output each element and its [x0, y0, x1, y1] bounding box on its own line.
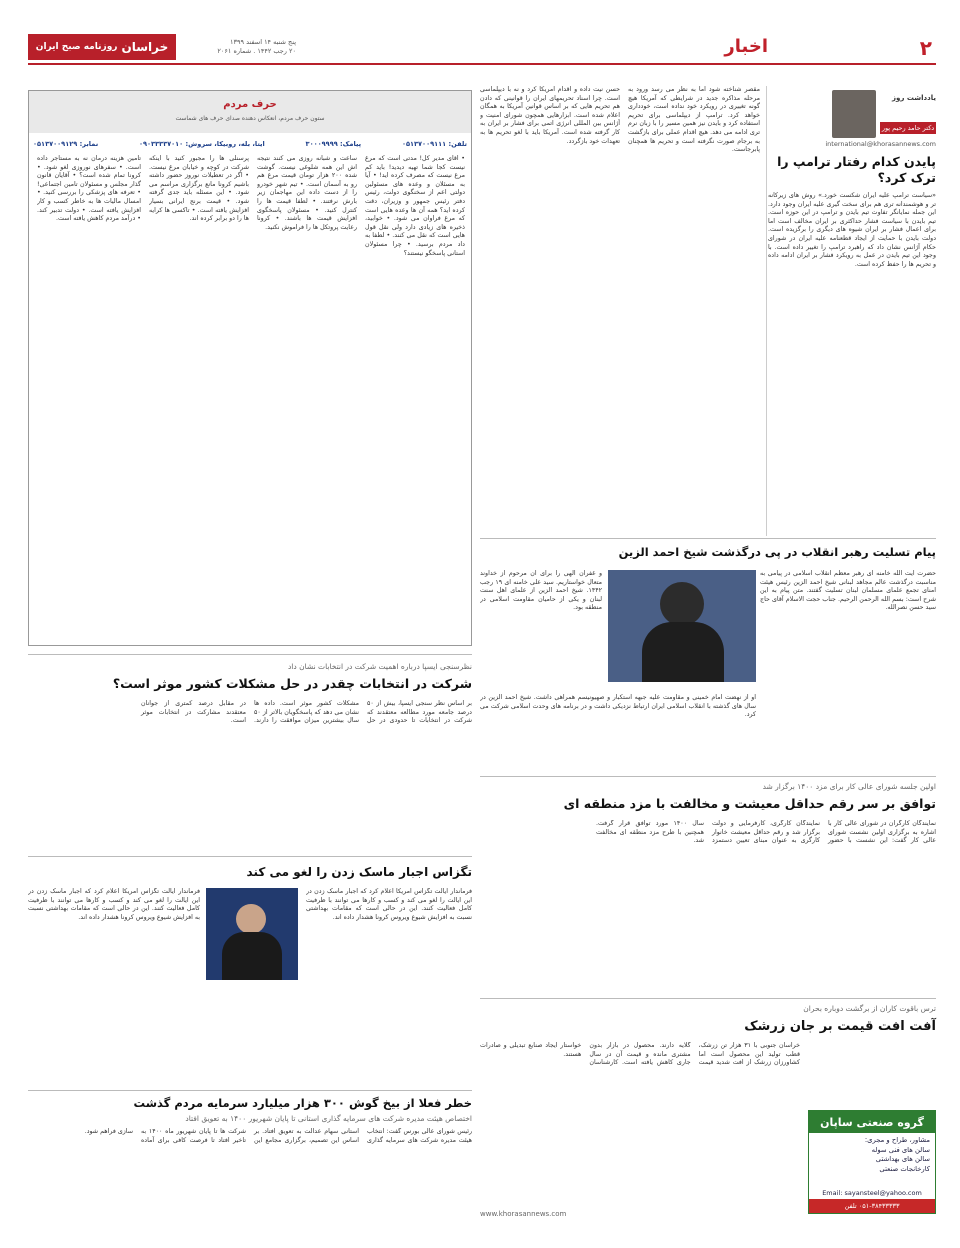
- bourse-body: رئیس شورای عالی بورس گفت: انتخاب هیئت مدیره شرکت های سرمایه گذاری استانی سهام عدالت به تعویق افتاد. بر اساس این تصمیم، برگزاری مجامع این شرکت ها تا پایان شهریور ماه ۱۴۰۰ به تاخیر افتاد تا فرصت کافی برای آماده سازی فراهم شود.: [84, 1128, 472, 1144]
- apps-label: ایتا، بله، روبیکا، سروش: ۰۹۰۳۳۳۳۷۰۱۰: [138, 140, 265, 148]
- author-name: دکتر حامد رحیم پور: [881, 124, 935, 132]
- harf-mardom-contacts: [33, 137, 467, 151]
- page-number: ۲: [919, 36, 932, 60]
- sms-label: پیامک: ۳۰۰۰۹۹۹۹: [305, 140, 362, 148]
- photo-figure-head: [236, 904, 266, 934]
- bourse-kicker: اختصاص هیئت مدیره شرکت های سرمایه گذاری استانی تا پایان شهریور ۱۴۰۰ به تعویق افتاد: [185, 1114, 472, 1123]
- divider: [28, 654, 472, 655]
- shura-kicker: اولین جلسه شورای عالی کار برای مزد ۱۴۰۰ برگزار شد: [762, 782, 936, 791]
- harf-mardom-subtitle: ستون حرف مردم، انعکاس دهنده صدای حرف های شماست: [175, 115, 325, 122]
- columnist-tag: یادداشت روز: [892, 94, 936, 102]
- nazar-body: بر اساس نظر سنجی ایسپا، بیش از ۵۰ درصد جامعه مورد مطالعه معتقدند که شرکت در انتخابات تا حدودی در حل مشکلات کشور موثر است. داده ها نشان می دهد که پاسخگویان بالاتر از ۵۰ سال بیشترین میزان موافقت را دارند. در مقابل درصد کمتری از جوانان معتقدند مشارکت در انتخابات موثر است.: [141, 700, 472, 725]
- texas-body-right: فرماندار ایالت تگزاس آمریکا اعلام کرد که اجبار ماسک زدن در این ایالت را لغو می کند و کسب و کارها می توانند با ظرفیت کامل فعالیت کنند. این در حالی است که مقامات بهداشتی نسبت به افزایش شیوع ویروس کرونا هشدار داده اند.: [306, 888, 472, 921]
- date-issue: ۲۰ رجب ۱۴۴۲ . شماره ۲۰۶۱: [217, 47, 296, 55]
- ad-line-3: سالن های بهداشتی: [875, 1155, 930, 1163]
- texas-headline: تگزاس اجبار ماسک زدن را لغو می کند: [246, 865, 472, 879]
- harf-col-1: • آقای مدیر کل! مدتی است که مرغ نیست کجا شما تهیه دیدید! باید کم مرغ نیست که مصرف کرده اید! • آیا به مسئلان و وعده های مسئولین دولتی اعم از سخنگوی دولت، رئیس دفتر رئیس جمهور و وزیران، دقت کرده اید؟ همه آن ها وعده هایی است که مرغ فراوان می شود. • خوابید، ذخیره های زیادی دارد ولی نقل قول هایی است که نقل می کنند. • لطفا به داد مردم برسید. • چرا مسئولان استانی پاسخگو نیستند؟: [365, 155, 465, 257]
- phone-label: تلفن: ۰۵۱۳۷۰۰۹۱۱۱: [401, 140, 467, 148]
- divider: [28, 856, 472, 857]
- photo-figure-head: [660, 582, 704, 626]
- divider: [28, 1090, 472, 1091]
- brand-name: خراسان: [121, 40, 169, 54]
- main-article-col3: حسن نیت داده و اقدام آمریکا کرد و نه با دیپلماسی است. چرا اسناد تحریمهای ایران را قوانینی که دادن هم تحریم هایی که بر اساس قوانین آمریکا به همگان اعلام شده است. ابزارهایی همچون شورای امنیت و آژانس بین المللی انرژی اتمی برای فشار بر ایران به کار گرفته شده است. آمریکا باید با لغو تحریم ها به تعهدات خود بازگردد.: [480, 86, 620, 145]
- fax-label: نمابر: ۰۵۱۳۷۰۰۹۱۲۹: [33, 140, 99, 148]
- afat-kicker: ترس باقوت کاران از برگشت دوباره بحران: [803, 1004, 936, 1013]
- nazar-headline: شرکت در انتخابات چقدر در حل مشکلات کشور موثر است؟: [112, 676, 472, 691]
- header-rule: [28, 63, 936, 65]
- sayan-ad: [808, 1110, 936, 1214]
- tasliat-body-left: و غفران الهی را برای آن مرحوم از خداوند متعال خواستاریم. سید علی خامنه ای ۱۹ رجب ۱۴۴۲. شیخ احمد الزین از علمای اهل سنت لبنان و یکی از حامیان مقاومت اسلامی در منطقه بود.: [480, 570, 602, 612]
- footer-site: www.khorasannews.com: [480, 1210, 567, 1218]
- columnist-body: «سیاست ترامپ علیه ایران شکست خورد.» روش های زیرکانه تر و هوشمندانه تری هم برای سخت گیری علیه ایران وجود دارد. این جمله نمایانگر تفاوت تیم بایدن و ترامپ در این حوزه است. تیم بایدن با سیاست فشار حداکثری بر ایران مخالف است اما برای اعمال فشار بر ایران شیوه های دیگری را برگزیده است. دولت بایدن با حمایت از ایجاد قطعنامه علیه ایران در شورای حکام آژانس نشان داد که راهبرد ترامپ را تغییر داده است. با وجود این تیم بایدن در عمل به رویکرد فشار بر ایران ادامه داده و تحریم ها را حفظ کرده است.: [768, 192, 936, 268]
- brand-tagline: روزنامه صبح ایران: [35, 42, 118, 52]
- leader-photo: [608, 570, 756, 682]
- harf-mardom-banner: [29, 91, 471, 133]
- ad-email: Email: sayansteel@yahoo.com: [822, 1189, 922, 1197]
- divider: [480, 538, 936, 539]
- author-email: international@khorasannews.com: [825, 140, 936, 148]
- section-title: اخبار: [724, 36, 768, 57]
- columnist-headline: پایدن کدام رفتار ترامپ را ترک کرد؟: [777, 154, 936, 185]
- harf-col-3: پرسنلی ها را مجبور کنید با اینکه شرکت در کوچه و خیابان مرغ نیست. • اگر در تعطیلات نوروز حضور داشته باشیم کرونا مانع برگزاری مراسم می شود. • این مسئله باید جدی گرفته شود. • قیمت برنج ایرانی بسیار افزایش یافته است. • تاکسی ها کرایه ها را دو برابر کرده اند.: [149, 155, 249, 223]
- ad-line-2: سالن های فنی سوله: [871, 1145, 930, 1154]
- harf-col-4: تامین هزینه درمان نه به مستاجر داده است. • سفرهای نوروزی لغو شود. • کرونا تمام شده است؟ • آقایان قانون گذار مجلس و مسئولان تامین اجتماعی! • تعرفه های پزشکی را بررسی کنید. • امسال مالیات ها به خاطر کسب و کار افزایش یافته است. • دولت تدبیر کند. • درآمد مردم کاهش یافته است.: [37, 155, 141, 223]
- tasliat-headline: پیام تسلیت رهبر انقلاب در پی درگذشت شیخ احمد الزین: [618, 545, 936, 559]
- photo-figure-body: [222, 932, 282, 980]
- date-line: [186, 38, 296, 56]
- shura-body: نمایندگان کارگران در شورای عالی کار با اشاره به برگزاری اولین نشست شورای عالی کار گفت: این نشست با حضور نمایندگان کارگری، کارفرمایی و دولت برگزار شد و رقم حداقل معیشت خانوار کارگری به عنوان مبنای تعیین دستمزد سال ۱۴۰۰ مورد توافق قرار گرفت. همچنین با طرح مزد منطقه ای مخالفت شد.: [596, 820, 936, 845]
- texas-photo: [206, 888, 298, 980]
- ad-company: گروه صنعتی ساپان: [809, 1111, 935, 1133]
- photo-figure-body: [642, 622, 724, 682]
- brand-logo: [28, 34, 176, 60]
- page-header: [28, 30, 936, 66]
- harf-mardom-box: [28, 90, 472, 646]
- ad-phone: ۰۵۱-۳۸۴۳۳۳۳۳ تلفن: [809, 1199, 935, 1213]
- nazar-kicker: نظرسنجی ایسپا درباره اهمیت شرکت در انتخابات نشان داد: [287, 662, 472, 671]
- texas-body-left: فرماندار ایالت تگزاس آمریکا اعلام کرد که اجبار ماسک زدن در این ایالت را لغو می کند و کسب و کارها می توانند با ظرفیت کامل فعالیت کنند. این در حالی است که مقامات بهداشتی نسبت به افزایش شیوع ویروس کرونا هشدار داده اند.: [28, 888, 200, 921]
- ad-body: [809, 1133, 935, 1177]
- shura-headline: توافق بر سر رقم حداقل معیشت و مخالفت با مزد منطقه ای: [563, 796, 936, 811]
- bourse-headline: خطر فعلا از بیخ گوش ۳۰۰ هزار میلیارد سرمایه مردم گذشت: [133, 1096, 472, 1110]
- ad-line-1: مشاور، طراح و مجری:: [864, 1136, 930, 1144]
- author-photo: [832, 90, 876, 138]
- harf-mardom-title: حرف مردم: [223, 99, 277, 110]
- divider: [480, 998, 936, 999]
- ad-line-4: کارخانجات صنعتی: [879, 1164, 930, 1173]
- afat-body: خراسان جنوبی با ۳۱ هزار تن زرشک، قطب تولید این محصول است اما کشاورزان زرشک از افت شدید قیمت گلایه دارند. محصول در بازار بدون مشتری مانده و قیمت آن در سال جاری کاهش یافته است. کارشناسان خواستار ایجاد صنایع تبدیلی و صادرات هستند.: [480, 1042, 800, 1067]
- date-gregorian: پنج شنبه ۱۴ اسفند ۱۳۹۹: [230, 38, 296, 46]
- divider: [480, 776, 936, 777]
- tasliat-body-right: حضرت آیت الله خامنه ای رهبر معظم انقلاب اسلامی در پیامی به مناسبت درگذشت عالم مجاهد لبنانی شیخ احمد الزین رئیس هیئت امنای تجمع علمای مسلمان لبنان تسلیت گفتند. متن پیام به این شرح است: بسم الله الرحمن الرحیم. جناب حجت الاسلام آقای حاج سید حسن نصرالله.: [760, 570, 936, 612]
- afat-headline: آفت افت قیمت بر جان زرشک: [744, 1019, 936, 1034]
- main-article-col2: مقصر شناخته شود اما به نظر می رسد ورود به مرحله مذاکره جدید در شرایطی که آمریکا هیچ گونه تغییری در رویکرد خود نداده است، خودداری خواهد کرد. ترامپ از دیپلماسی برای تحریم استفاده کرد و بایدن نیز همین مسیر را با زبان نرم تری ادامه می دهد. هیچ اقدام عملی برای بازگشت به برجام صورت نگرفته است و تحریم ها همچنان پابرجاست.: [628, 86, 760, 154]
- tasliat-body-bottom: او از نهضت امام خمینی و مقاومت علیه جبهه استکبار و صهیونیسم همراهی داشت. شیخ احمد الزین در سال های گذشته با انقلاب اسلامی ایران ارتباط نزدیکی داشت و در برنامه های وحدت اسلامی شرکت می کرد.: [480, 694, 756, 719]
- column-divider: [766, 86, 767, 536]
- harf-col-2: ساعت و شبانه روزی می کنند نتیجه اش این همه شلوغی نیست. گوشت شده ۲۰۰ هزار تومان قیمت مرغ هم رو به آسمان است. • تیم شهر خودرو را از دست داده این مهاجمان زیر بارش نرفتند. • لطفا قیمت ها را کنترل کنید. • مسئولان پاسخگوی افزایش قیمت ها باشند. • کرونا رعایت پروتکل ها را فراموش نکنید.: [257, 155, 357, 231]
